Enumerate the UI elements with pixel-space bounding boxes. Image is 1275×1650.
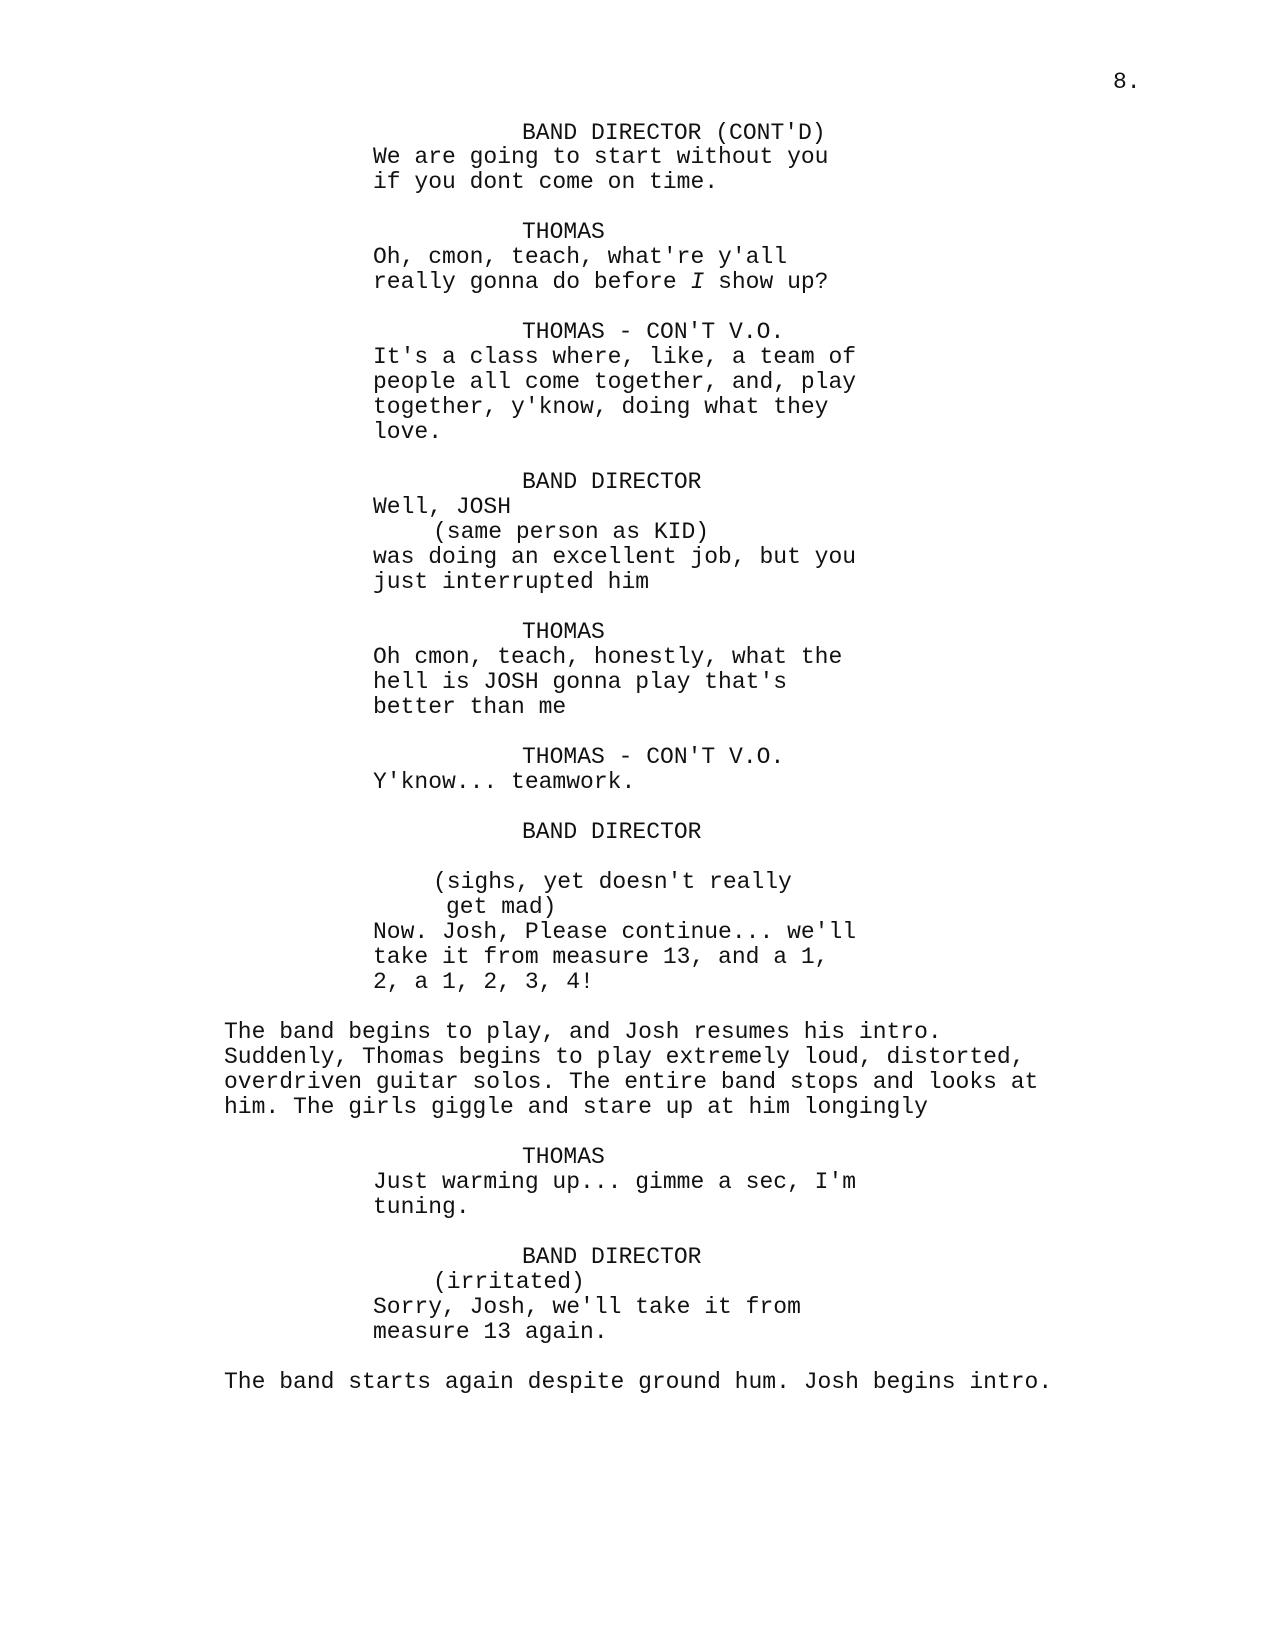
- dialogue-line: Just warming up... gimme a sec, I'm: [373, 1169, 857, 1195]
- character-name: THOMAS: [522, 219, 605, 245]
- dialogue-line: [373, 270, 829, 294]
- dialogue-line: if you dont come on time.: [373, 169, 719, 195]
- action-line: The band starts again despite ground hum. Josh begins intro.: [224, 1369, 1053, 1395]
- dialogue-line: Now. Josh, Please continue... we'll: [373, 919, 857, 945]
- action-line: him. The girls giggle and stare up at him longingly: [224, 1094, 928, 1120]
- character-name: THOMAS: [522, 619, 605, 645]
- dialogue-line: hell is JOSH gonna play that's: [373, 669, 788, 695]
- dialogue-line: measure 13 again.: [373, 1319, 608, 1345]
- parenthetical: (same person as KID): [433, 519, 710, 545]
- action-line: Suddenly, Thomas begins to play extremely loud, distorted,: [224, 1044, 1025, 1070]
- character-name: BAND DIRECTOR (CONT'D): [522, 120, 826, 146]
- dialogue-line: Y'know... teamwork.: [373, 769, 636, 795]
- character-name: THOMAS: [522, 1144, 605, 1170]
- dialogue-line: It's a class where, like, a team of: [373, 344, 857, 370]
- dialogue-line: tuning.: [373, 1194, 470, 1220]
- action-line: The band begins to play, and Josh resumes his intro.: [224, 1019, 942, 1045]
- dialogue-line: together, y'know, doing what they: [373, 394, 829, 420]
- character-name: BAND DIRECTOR: [522, 469, 702, 495]
- dialogue-line: take it from measure 13, and a 1,: [373, 944, 829, 970]
- character-name: BAND DIRECTOR: [522, 819, 702, 845]
- dialogue-line: love.: [373, 419, 443, 445]
- parenthetical: get mad): [446, 894, 557, 920]
- dialogue-line: Sorry, Josh, we'll take it from: [373, 1294, 801, 1320]
- parenthetical: (sighs, yet doesn't really: [433, 869, 792, 895]
- dialogue-line: Oh, cmon, teach, what're y'all: [373, 244, 788, 270]
- dialogue-line: better than me: [373, 694, 567, 720]
- dialogue-text: show up?: [704, 269, 829, 295]
- character-name: BAND DIRECTOR: [522, 1244, 702, 1270]
- action-line: overdriven guitar solos. The entire band stops and looks at: [224, 1069, 1039, 1095]
- parenthetical: (irritated): [433, 1269, 585, 1295]
- dialogue-line: just interrupted him: [373, 569, 650, 595]
- character-name: THOMAS - CON'T V.O.: [522, 744, 785, 770]
- dialogue-line: Oh cmon, teach, honestly, what the: [373, 644, 843, 670]
- dialogue-line: was doing an excellent job, but you: [373, 544, 857, 570]
- dialogue-text: really gonna do before: [373, 269, 691, 295]
- dialogue-line: Well, JOSH: [373, 494, 512, 520]
- character-name: THOMAS - CON'T V.O.: [522, 319, 785, 345]
- emphasis-text: I: [690, 269, 705, 295]
- page-number: 8.: [1113, 69, 1141, 95]
- dialogue-line: people all come together, and, play: [373, 369, 857, 395]
- dialogue-line: We are going to start without you: [373, 144, 829, 170]
- dialogue-line: 2, a 1, 2, 3, 4!: [373, 969, 594, 995]
